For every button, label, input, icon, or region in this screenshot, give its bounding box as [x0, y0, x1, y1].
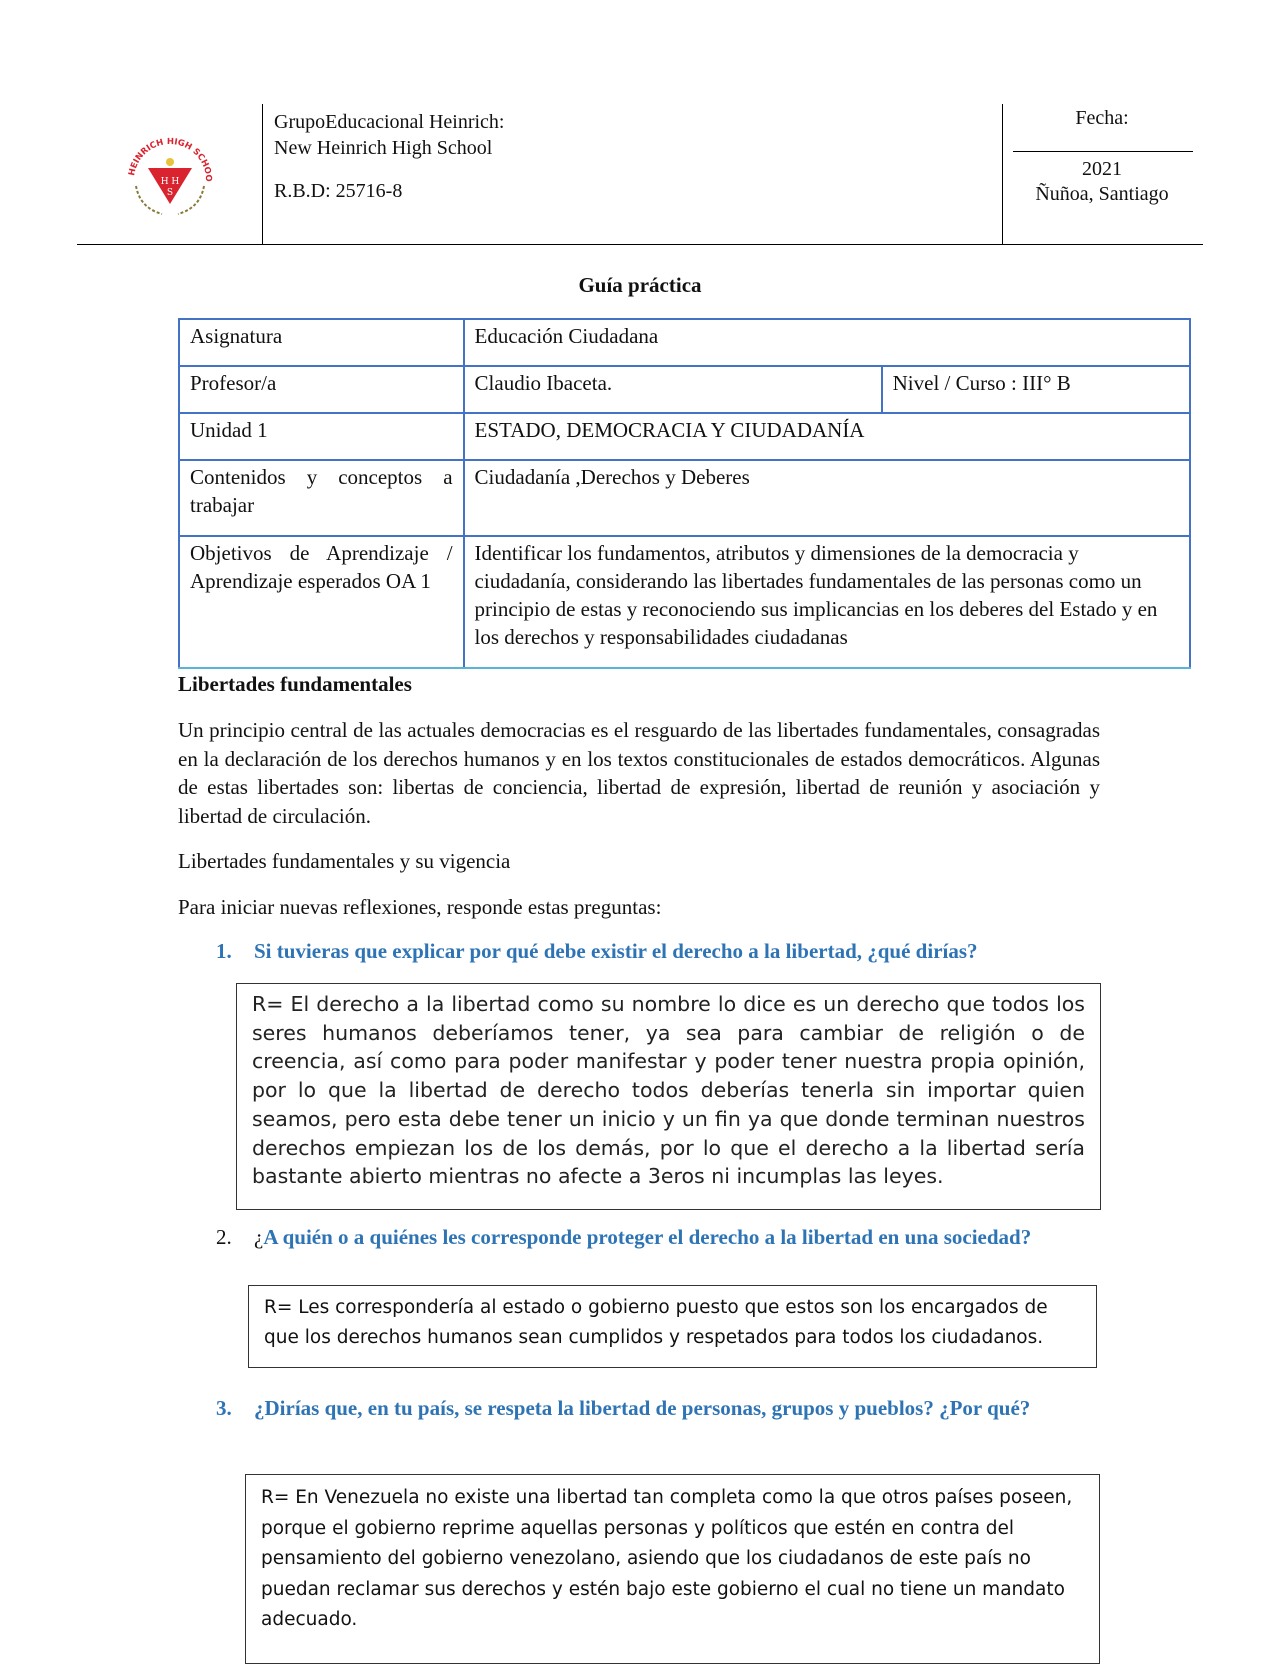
school-logo-icon [122, 128, 218, 224]
unidad-label: Unidad 1 [179, 413, 464, 460]
year: 2021 [1082, 158, 1122, 180]
info-table [178, 318, 1191, 669]
contenidos-value: Ciudadanía ,Derechos y Deberes [464, 460, 1190, 536]
school-name-line2: New Heinrich High School [274, 137, 493, 159]
table-row [179, 366, 1190, 413]
question-number: 2. [216, 1225, 232, 1249]
header-divider-left [262, 104, 263, 244]
question-3 [216, 1394, 1100, 1423]
answer-text: R= En Venezuela no existe una libertad tan completa como la que otros países poseen, porque el gobierno reprime aquellas personas y políticos que estén en contra del pensamiento del gobierno venezolano, asiendo que los ciudadanos de este país no puedan reclamar sus derechos y estén bajo este gobierno el cual no tiene un mandato adecuado. [261, 1487, 1073, 1630]
table-row [179, 536, 1190, 668]
table-row [179, 460, 1190, 536]
table-row [179, 413, 1190, 460]
objetivos-value: Identificar los fundamentos, atributos y dimensiones de la democracia y ciudadanía, considerando las libertades fundamentales de las personas como un principio de estas y reconociendo sus implicancias en los deberes del Estado y en los derechos y responsabilidades ciudadanas [464, 536, 1190, 668]
school-name-line1: GrupoEducacional Heinrich: [274, 111, 505, 133]
question-text: ¿Dirías que, en tu país, se respeta la libertad de personas, grupos y pueblos? ¿Por qué? [254, 1396, 1031, 1420]
answer-box-1[interactable] [236, 983, 1101, 1210]
answer-text: R= El derecho a la libertad como su nombre lo dice es un derecho que todos los seres humanos deberíamos tener, ya sea para cambiar de religión o de creencia, así como para poder manifestar y poder tener nuestra propia opinión, por lo que la libertad de derecho todos deberías tenerla sin importar quien seamos, pero esta debe tener un inicio y un fin ya que donde terminan nuestros derechos empiezan los de los demás, por lo que el derecho a la libertad sería bastante abierto mientras no afecte a 3eros ni incumplas las leyes. [252, 992, 1085, 1189]
question-number: 1. [216, 939, 232, 963]
answer-box-2[interactable] [248, 1285, 1097, 1368]
table-row [179, 319, 1190, 366]
svg-text:H H: H H [160, 177, 180, 187]
nivel-curso: Nivel / Curso : III° B [882, 366, 1190, 413]
contenidos-label: Contenidos y conceptos a trabajar [179, 460, 464, 536]
question-number: 3. [216, 1396, 232, 1420]
svg-text:HEINRICH HIGH SCHOOL: HEINRICH HIGH SCHOO [127, 136, 214, 182]
fecha-line [1013, 151, 1193, 152]
question-text: A quién o a quiénes les corresponde proteger el derecho a la libertad en una sociedad? [263, 1225, 1032, 1249]
fecha-label: Fecha: [1075, 107, 1129, 129]
page-title: Guía práctica [578, 273, 702, 297]
school-logo [122, 128, 218, 224]
objetivos-label: Objetivos de Aprendizaje / Aprendizaje esperados OA 1 [179, 536, 464, 668]
answer-text: R= Les correspondería al estado o gobierno puesto que estos son los encargados de que los derechos humanos sean cumplidos y respetados para todos los ciudadanos. [264, 1297, 1048, 1348]
answer-box-3[interactable] [245, 1474, 1100, 1664]
profesor-label: Profesor/a [179, 366, 464, 413]
prompt: Para iniciar nuevas reflexiones, responde estas preguntas: [178, 895, 662, 919]
section-title: Libertades fundamentales [178, 672, 412, 696]
intro-paragraph: Un principio central de las actuales democracias es el resguardo de las libertades fundamentales, consagradas en la declaración de los derechos humanos y en los textos constitucionales de estados democráticos. Algunas de estas libertades son: libertas de conciencia, libertad de expresión, libertad de reunión y asociación y libertad de circulación. [178, 718, 1100, 828]
subtitle: Libertades fundamentales y su vigencia [178, 849, 511, 873]
location: Ñuñoa, Santiago [1035, 183, 1169, 205]
profesor-value: Claudio Ibaceta. [464, 366, 882, 413]
question-prefix: ¿ [254, 1225, 264, 1249]
question-2 [216, 1223, 1100, 1252]
svg-text:S: S [166, 188, 174, 198]
asignatura-label: Asignatura [179, 319, 464, 366]
unidad-value: ESTADO, DEMOCRACIA Y CIUDADANÍA [464, 413, 1190, 460]
question-text: Si tuvieras que explicar por qué debe existir el derecho a la libertad, ¿qué dirías? [254, 939, 978, 963]
question-1 [216, 937, 1100, 966]
asignatura-value: Educación Ciudadana [464, 319, 1190, 366]
rbd-code: R.B.D: 25716-8 [274, 180, 403, 202]
header-bottom-rule [77, 244, 1203, 245]
